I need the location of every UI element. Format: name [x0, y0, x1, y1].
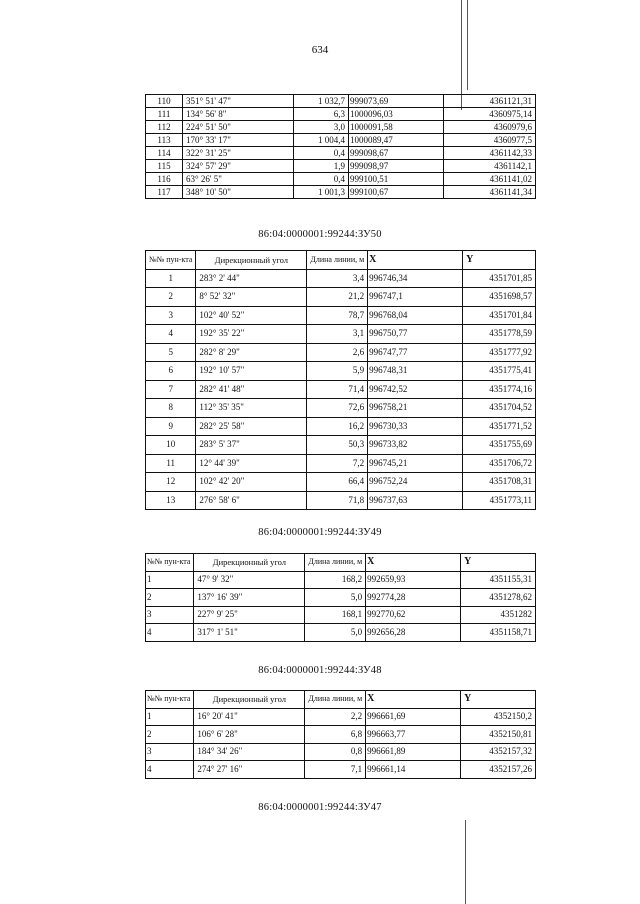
direction-angle-cell: 224° 51' 50"	[183, 121, 294, 134]
table-header	[146, 554, 536, 572]
point-number-cell: 4	[146, 761, 194, 779]
point-number-cell: 6	[146, 362, 196, 381]
coord-x-cell: 992770,62	[366, 606, 461, 624]
point-number-cell: 113	[146, 134, 183, 147]
line-length-cell: 1,9	[294, 160, 349, 173]
header-x: X	[366, 691, 461, 709]
point-number-cell: 4	[146, 624, 194, 642]
direction-angle-cell: 102° 42' 20"	[196, 473, 307, 492]
point-number-cell: 114	[146, 147, 183, 160]
table-header	[146, 691, 536, 709]
coord-y-cell: 4352150,2	[461, 708, 536, 726]
point-number-cell: 110	[146, 95, 183, 108]
coord-y-cell: 4352150,81	[461, 726, 536, 744]
direction-angle-cell: 134° 56' 8"	[183, 108, 294, 121]
point-number-cell: 1	[146, 708, 194, 726]
point-number-cell: 9	[146, 417, 196, 436]
header-angle: Дирекционный угол	[194, 691, 305, 709]
point-number-cell: 13	[146, 491, 196, 510]
coord-x-cell: 996747,1	[368, 288, 463, 307]
direction-angle-cell: 112° 35' 35"	[196, 399, 307, 418]
point-number-cell: 8	[146, 399, 196, 418]
coord-x-cell: 996745,21	[368, 454, 463, 473]
line-length-cell: 0,4	[294, 147, 349, 160]
line-length-cell: 168,1	[305, 606, 366, 624]
line-length-cell: 78,7	[307, 306, 368, 325]
coord-y-cell: 4351777,92	[463, 343, 536, 362]
line-length-cell: 0,4	[294, 173, 349, 186]
point-number-cell: 3	[146, 306, 196, 325]
coord-y-cell: 4361141,02	[444, 173, 536, 186]
coord-y-cell: 4361142,1	[444, 160, 536, 173]
coord-x-cell: 1000089,47	[349, 134, 444, 147]
direction-angle-cell: 47° 9' 32"	[194, 571, 305, 589]
coord-y-cell: 4352157,32	[461, 743, 536, 761]
point-number-cell: 10	[146, 436, 196, 455]
direction-angle-cell: 317° 1' 51"	[194, 624, 305, 642]
coord-y-cell: 4351778,59	[463, 325, 536, 344]
header-length: Длина линии, м	[307, 251, 368, 270]
point-number-cell: 115	[146, 160, 183, 173]
line-length-cell: 5,0	[305, 624, 366, 642]
direction-angle-cell: 322° 31' 25"	[183, 147, 294, 160]
point-number-cell: 3	[146, 606, 194, 624]
table-row	[146, 147, 536, 160]
coord-y-cell: 4352157,26	[461, 761, 536, 779]
coord-y-cell: 4361141,34	[444, 186, 536, 199]
coord-x-cell: 996737,63	[368, 491, 463, 510]
coord-y-cell: 4351704,52	[463, 399, 536, 418]
point-number-cell: 11	[146, 454, 196, 473]
header-x: X	[366, 554, 461, 572]
coord-y-cell: 4360977,5	[444, 134, 536, 147]
direction-angle-cell: 276° 58' 6"	[196, 491, 307, 510]
direction-angle-cell: 192° 10' 57"	[196, 362, 307, 381]
header-y: Y	[463, 251, 536, 270]
table-row	[146, 491, 536, 510]
direction-angle-cell: 351° 51' 47"	[183, 95, 294, 108]
direction-angle-cell: 348° 10' 50"	[183, 186, 294, 199]
coord-y-cell: 4351775,41	[463, 362, 536, 381]
line-length-cell: 3,4	[307, 269, 368, 288]
table-row	[146, 399, 536, 418]
direction-angle-cell: 137° 16' 39"	[194, 589, 305, 607]
coord-y-cell: 4351774,16	[463, 380, 536, 399]
point-number-cell: 2	[146, 589, 194, 607]
coord-y-cell: 4351155,31	[461, 571, 536, 589]
line-length-cell: 66,4	[307, 473, 368, 492]
coord-y-cell: 4351701,85	[463, 269, 536, 288]
header-point-number: №№ пун-кта	[146, 691, 194, 709]
line-length-cell: 0,8	[305, 743, 366, 761]
coord-x-cell: 992656,28	[366, 624, 461, 642]
coord-y-cell: 4351282	[461, 606, 536, 624]
coord-x-cell: 999098,97	[349, 160, 444, 173]
coord-x-cell: 999073,69	[349, 95, 444, 108]
header-length: Длина линии, м	[305, 691, 366, 709]
line-length-cell: 1 032,7	[294, 95, 349, 108]
coord-x-cell: 996758,21	[368, 399, 463, 418]
coord-x-cell: 992659,93	[366, 571, 461, 589]
coord-x-cell: 1000091,58	[349, 121, 444, 134]
line-length-cell: 21,2	[307, 288, 368, 307]
direction-angle-cell: 324° 57' 29"	[183, 160, 294, 173]
direction-angle-cell: 184° 34' 26"	[194, 743, 305, 761]
line-length-cell: 7,2	[307, 454, 368, 473]
table-row	[146, 726, 536, 744]
coord-x-cell: 999100,51	[349, 173, 444, 186]
table-row	[146, 95, 536, 108]
line-length-cell: 1 001,3	[294, 186, 349, 199]
table-row	[146, 436, 536, 455]
scan-artifact-line	[465, 820, 466, 904]
line-length-cell: 3,1	[307, 325, 368, 344]
table-row	[146, 288, 536, 307]
header-y: Y	[461, 691, 536, 709]
table-row	[146, 454, 536, 473]
line-length-cell: 3,0	[294, 121, 349, 134]
direction-angle-cell: 282° 8' 29"	[196, 343, 307, 362]
point-number-cell: 4	[146, 325, 196, 344]
table-row	[146, 473, 536, 492]
coord-y-cell: 4351278,62	[461, 589, 536, 607]
coord-x-cell: 999100,67	[349, 186, 444, 199]
coord-y-cell: 4351773,11	[463, 491, 536, 510]
cadastral-number-zu48: 86:04:0000001:99244:ЗУ48	[258, 665, 382, 676]
direction-angle-cell: 227° 9' 25"	[194, 606, 305, 624]
line-length-cell: 5,9	[307, 362, 368, 381]
point-number-cell: 1	[146, 269, 196, 288]
coord-y-cell: 4351701,84	[463, 306, 536, 325]
direction-angle-cell: 282° 41' 48"	[196, 380, 307, 399]
table-row	[146, 134, 536, 147]
table-row	[146, 417, 536, 436]
coord-x-cell: 996742,52	[368, 380, 463, 399]
coord-y-cell: 4351708,31	[463, 473, 536, 492]
line-length-cell: 16,2	[307, 417, 368, 436]
coord-y-cell: 4351698,57	[463, 288, 536, 307]
table-row	[146, 571, 536, 589]
cadastral-number-zu50: 86:04:0000001:99244:ЗУ50	[258, 229, 382, 240]
coord-y-cell: 4360979,6	[444, 121, 536, 134]
coord-x-cell: 992774,28	[366, 589, 461, 607]
point-number-cell: 7	[146, 380, 196, 399]
direction-angle-cell: 274° 27' 16"	[194, 761, 305, 779]
coord-x-cell: 996747,77	[368, 343, 463, 362]
table-row	[146, 624, 536, 642]
coord-x-cell: 996730,33	[368, 417, 463, 436]
direction-angle-cell: 12° 44' 39"	[196, 454, 307, 473]
point-number-cell: 2	[146, 288, 196, 307]
header-angle: Дирекционный угол	[194, 554, 305, 572]
table-row	[146, 173, 536, 186]
coord-y-cell: 4351706,72	[463, 454, 536, 473]
table-row	[146, 589, 536, 607]
coord-x-cell: 996768,04	[368, 306, 463, 325]
page-number: 634	[311, 44, 329, 56]
line-length-cell: 72,6	[307, 399, 368, 418]
table-row	[146, 269, 536, 288]
coordinates-table-4	[145, 690, 536, 779]
table-row	[146, 160, 536, 173]
coord-x-cell: 996746,34	[368, 269, 463, 288]
table-row	[146, 606, 536, 624]
table-header	[146, 251, 536, 270]
direction-angle-cell: 192° 35' 22"	[196, 325, 307, 344]
coord-y-cell: 4351755,69	[463, 436, 536, 455]
direction-angle-cell: 170° 33' 17"	[183, 134, 294, 147]
header-angle: Дирекционный угол	[196, 251, 307, 270]
table-row	[146, 761, 536, 779]
table-row	[146, 108, 536, 121]
direction-angle-cell: 102° 40' 52"	[196, 306, 307, 325]
header-y: Y	[461, 554, 536, 572]
line-length-cell: 168,2	[305, 571, 366, 589]
table-row	[146, 743, 536, 761]
coord-y-cell: 4351158,71	[461, 624, 536, 642]
line-length-cell: 50,3	[307, 436, 368, 455]
coord-x-cell: 996733,82	[368, 436, 463, 455]
coord-x-cell: 996752,24	[368, 473, 463, 492]
point-number-cell: 3	[146, 743, 194, 761]
line-length-cell: 71,8	[307, 491, 368, 510]
coord-x-cell: 996661,14	[366, 761, 461, 779]
cadastral-number-zu47: 86:04:0000001:99244:ЗУ47	[258, 802, 382, 813]
coord-x-cell: 996661,89	[366, 743, 461, 761]
header-point-number: №№ пун-кта	[146, 554, 194, 572]
header-point-number: №№ пун-кта	[146, 251, 196, 270]
point-number-cell: 112	[146, 121, 183, 134]
line-length-cell: 71,4	[307, 380, 368, 399]
point-number-cell: 1	[146, 571, 194, 589]
coord-x-cell: 999098,67	[349, 147, 444, 160]
header-length: Длина линии, м	[305, 554, 366, 572]
table-row	[146, 186, 536, 199]
line-length-cell: 7,1	[305, 761, 366, 779]
table-row	[146, 362, 536, 381]
line-length-cell: 6,8	[305, 726, 366, 744]
coord-y-cell: 4351771,52	[463, 417, 536, 436]
coord-y-cell: 4361142,33	[444, 147, 536, 160]
table-row	[146, 380, 536, 399]
direction-angle-cell: 282° 25' 58"	[196, 417, 307, 436]
coord-x-cell: 996661,69	[366, 708, 461, 726]
line-length-cell: 2,6	[307, 343, 368, 362]
coord-x-cell: 996750,77	[368, 325, 463, 344]
point-number-cell: 111	[146, 108, 183, 121]
cadastral-number-zu49: 86:04:0000001:99244:ЗУ49	[258, 527, 382, 538]
direction-angle-cell: 106° 6' 28"	[194, 726, 305, 744]
direction-angle-cell: 283° 2' 44"	[196, 269, 307, 288]
line-length-cell: 6,3	[294, 108, 349, 121]
line-length-cell: 2,2	[305, 708, 366, 726]
coord-y-cell: 4360975,14	[444, 108, 536, 121]
table-row	[146, 325, 536, 344]
point-number-cell: 5	[146, 343, 196, 362]
point-number-cell: 2	[146, 726, 194, 744]
line-length-cell: 5,0	[305, 589, 366, 607]
coordinates-table-1	[145, 94, 536, 199]
table-row	[146, 343, 536, 362]
coord-x-cell: 996663,77	[366, 726, 461, 744]
point-number-cell: 12	[146, 473, 196, 492]
coord-y-cell: 4361121,31	[444, 95, 536, 108]
table-row	[146, 306, 536, 325]
point-number-cell: 116	[146, 173, 183, 186]
coord-x-cell: 996748,31	[368, 362, 463, 381]
direction-angle-cell: 8° 52' 32"	[196, 288, 307, 307]
direction-angle-cell: 16° 20' 41"	[194, 708, 305, 726]
point-number-cell: 117	[146, 186, 183, 199]
line-length-cell: 1 004,4	[294, 134, 349, 147]
coord-x-cell: 1000096,03	[349, 108, 444, 121]
coordinates-table-2	[145, 250, 536, 510]
header-x: X	[368, 251, 463, 270]
direction-angle-cell: 63° 26' 5"	[183, 173, 294, 186]
direction-angle-cell: 283° 5' 37"	[196, 436, 307, 455]
coordinates-table-3	[145, 553, 536, 642]
table-row	[146, 121, 536, 134]
table-row	[146, 708, 536, 726]
